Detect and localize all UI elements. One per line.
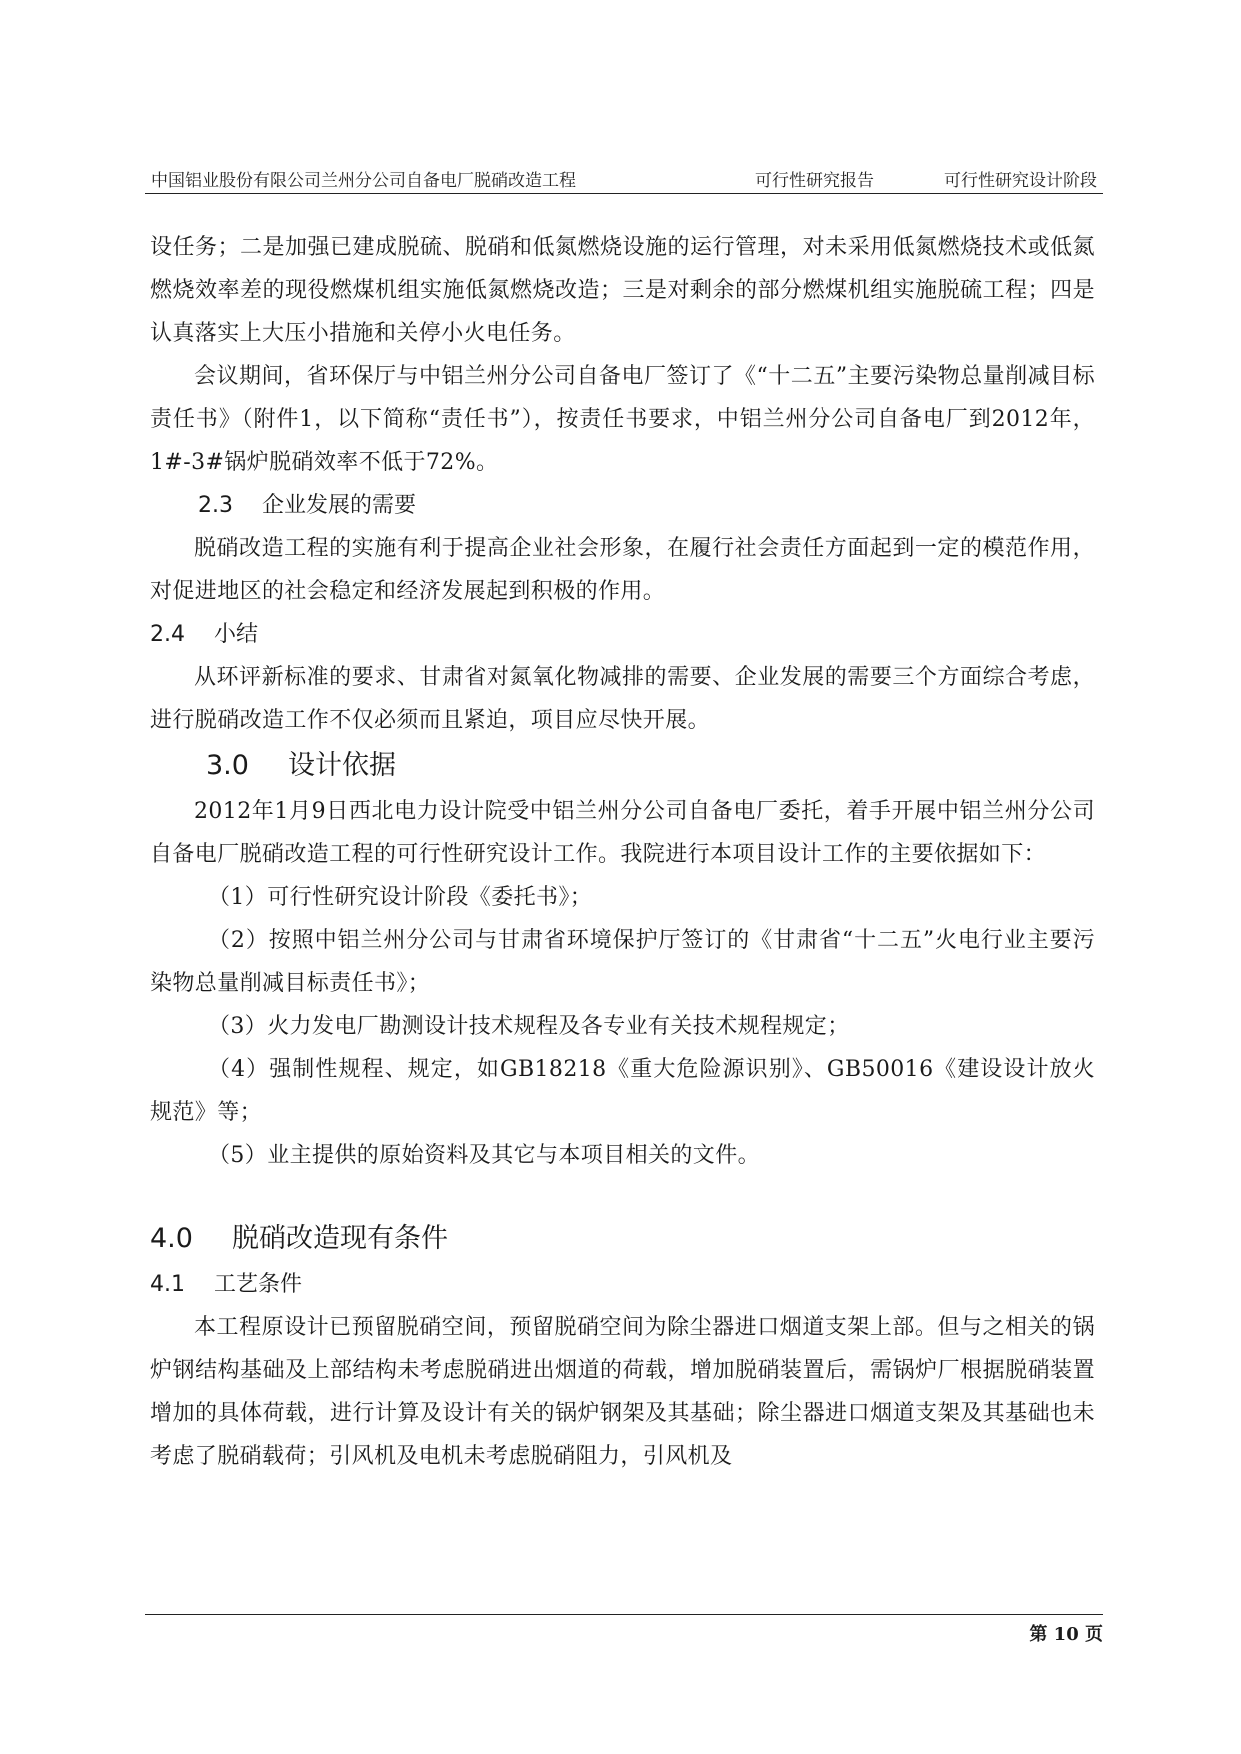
list-item-1: （1）可行性研究设计阶段《委托书》； bbox=[208, 885, 593, 910]
section-heading-3-0 bbox=[150, 742, 1095, 790]
paragraph-meeting: 会议期间，省环保厅与中铝兰州分公司自备电厂签订了《“十二五”主要污染物总量削减目标责任书》（附件1，以下简称“责任书”），按责任书要求，中铝兰州分公司自备电厂到2012年，1#-3#锅炉脱硝效率不低于72%。 bbox=[150, 364, 1095, 475]
paragraph-continuation: 设任务；二是加强已建成脱硫、脱硝和低氮燃烧设施的运行管理，对未采用低氮燃烧技术或低氮燃烧效率差的现役燃煤机组实施低氮燃烧改造；三是对剩余的部分燃煤机组实施脱硫工程；四是认真落实上大压小措施和关停小火电任务。 bbox=[150, 235, 1095, 346]
paragraph-design-basis: 2012年1月9日西北电力设计院受中铝兰州分公司自备电厂委托，着手开展中铝兰州分公司自备电厂脱硝改造工程的可行性研究设计工作。我院进行本项目设计工作的主要依据如下： bbox=[150, 799, 1095, 867]
header-project-title: 中国铝业股份有限公司兰州分公司自备电厂脱硝改造工程 bbox=[151, 171, 576, 191]
section-number: 4.1 bbox=[150, 1272, 185, 1297]
paragraph-summary: 从环评新标准的要求、甘肃省对氮氧化物减排的需要、企业发展的需要三个方面综合考虑，进行脱硝改造工作不仅必须而且紧迫，项目应尽快开展。 bbox=[150, 665, 1095, 733]
section-title: 小结 bbox=[214, 622, 259, 647]
paragraph-process-conditions: 本工程原设计已预留脱硝空间，预留脱硝空间为除尘器进口烟道支架上部。但与之相关的锅炉钢结构基础及上部结构未考虑脱硝进出烟道的荷载，增加脱硝装置后，需锅炉厂根据脱硝装置增加的具体荷载，进行计算及设计有关的锅炉钢架及其基础；除尘器进口烟道支架及其基础也未考虑了脱硝载荷；引风机及电机未考虑脱硝阻力，引风机及 bbox=[150, 1315, 1095, 1469]
section-title: 脱硝改造现有条件 bbox=[232, 1223, 448, 1254]
section-number: 2.4 bbox=[150, 622, 185, 647]
list-item-5: （5）业主提供的原始资料及其它与本项目相关的文件。 bbox=[208, 1143, 760, 1168]
header-report-type: 可行性研究报告 bbox=[755, 171, 874, 191]
section-heading-4-0 bbox=[150, 1215, 1095, 1263]
section-number: 4.0 bbox=[150, 1223, 193, 1254]
section-number: 3.0 bbox=[206, 750, 249, 781]
section-heading-2-3 bbox=[150, 484, 1095, 527]
header-design-stage: 可行性研究设计阶段 bbox=[944, 171, 1097, 191]
list-item-4: （4）强制性规程、规定，如GB18218《重大危险源识别》、GB50016《建设设计放火规范》等； bbox=[150, 1057, 1095, 1125]
page-number: 第 10 页 bbox=[1029, 1624, 1103, 1645]
header-divider bbox=[145, 193, 1103, 194]
paragraph-enterprise-need: 脱硝改造工程的实施有利于提高企业社会形象，在履行社会责任方面起到一定的模范作用，对促进地区的社会稳定和经济发展起到积极的作用。 bbox=[150, 536, 1095, 604]
section-heading-2-4 bbox=[150, 613, 1095, 656]
page-header bbox=[145, 166, 1103, 194]
section-title: 设计依据 bbox=[288, 750, 396, 781]
section-heading-4-1 bbox=[150, 1263, 1095, 1306]
footer-divider bbox=[145, 1614, 1103, 1615]
section-number: 2.3 bbox=[198, 493, 233, 518]
document-body bbox=[150, 226, 1095, 1478]
list-item-3: （3）火力发电厂勘测设计技术规程及各专业有关技术规程规定； bbox=[208, 1014, 850, 1039]
section-title: 企业发展的需要 bbox=[262, 493, 417, 518]
list-item-2: （2）按照中铝兰州分公司与甘肃省环境保护厅签订的《甘肃省“十二五”火电行业主要污染物总量削减目标责任书》； bbox=[150, 928, 1095, 996]
section-title: 工艺条件 bbox=[214, 1272, 303, 1297]
